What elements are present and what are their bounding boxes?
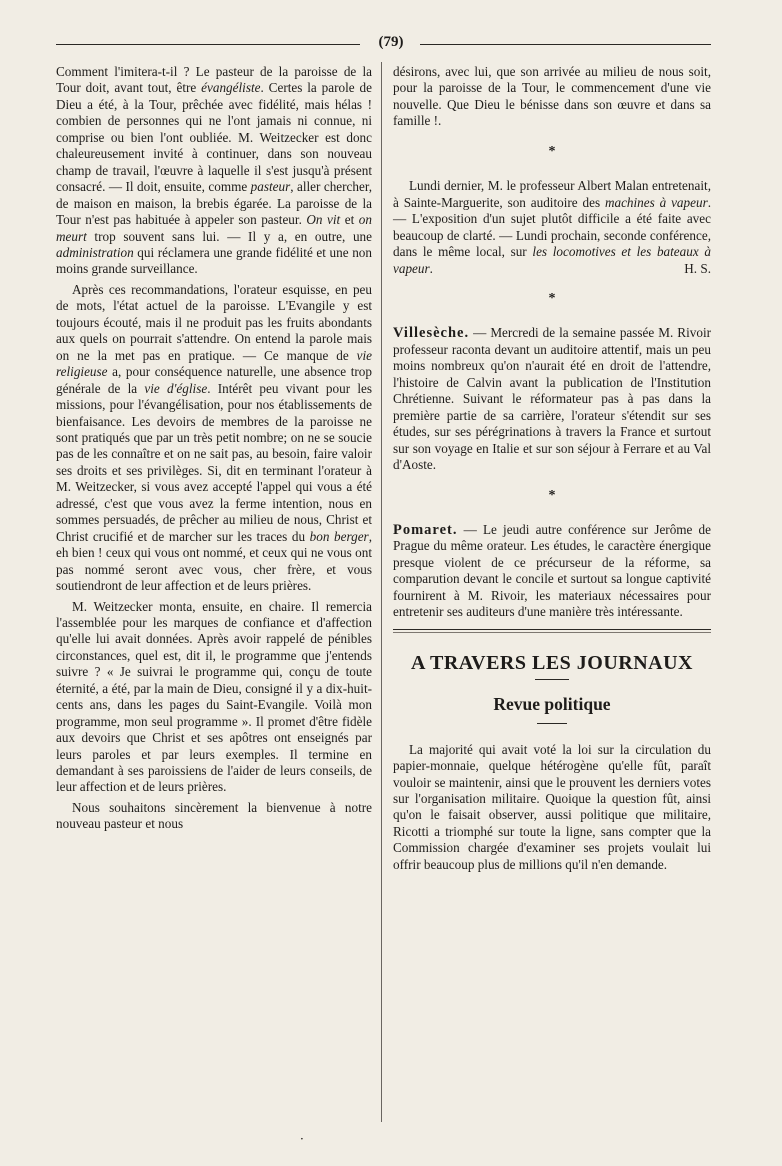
column-divider bbox=[381, 62, 382, 1122]
header-rule-right bbox=[420, 44, 711, 45]
paragraph-malan-lecture: Lundi dernier, M. le professeur Albert Malan entretenait, à Sainte-Marguerite, son auditoire des machines à vapeur. — L'exposition d'un sujet plutôt difficile a été faite avec beaucoup de clarté. — Lundi prochain, seconde conférence, dans le même local, sur les locomotives et les bateaux à vapeur. H. S. bbox=[393, 178, 711, 276]
footer-mark: · bbox=[300, 1132, 304, 1146]
section-rule bbox=[393, 629, 711, 630]
subtitle-rule bbox=[537, 723, 567, 724]
page-number: (79) bbox=[378, 34, 404, 50]
paragraph-pomaret: Pomaret. — Le jeudi autre conférence sur Jerôme de Prague du même orateur. Les études, le caractère énergique presque violent de ce précurseur de la réforme, sa comparution devant le concile et surtout sa longue captivité fournirent à M. Rivoir, les materiaux nécessaires pour entretenir ses auditeurs d'une manière très intéressante. bbox=[393, 521, 711, 620]
paragraph-blessing: désirons, avec lui, que son arrivée au milieu de nous soit, pour la paroisse de la Tour, le commencement d'une vie nouvelle. Que Dieu le bénisse dans son œuvre et dans sa famille !. bbox=[393, 64, 711, 129]
signature: H. S. bbox=[684, 260, 711, 276]
paragraph-pastor-duties: Comment l'imitera-t-il ? Le pasteur de la paroisse de la Tour doit, avant tout, être évangéliste. Certes la parole de Dieu a été, à la Tour, prêchée avec fidélité, mais hélas ! combien de personnes qui ne l'ont jamais ni connue, ni comprise ou bien l'ont oubliée. M. Weitzecker est donc chaleureusement invité à continuer, dans son nouveau champ de travail, l'œuvre à laquelle il s'est jusqu'à présent consacré. — Il doit, ensuite, comme pasteur, aller chercher, de maison en maison, la brebis égarée. La paroisse de la Tour n'est pas habituée à appeler son pasteur. On vit et on meurt trop souvent sans lui. — Il y a, en outre, une administration qui réclamera une grande fidélité et une non moins grande surveillance. bbox=[56, 64, 372, 277]
paragraph-political-review: La majorité qui avait voté la loi sur la circulation du papier-monnaie, quelque hétérogène qu'elle fût, paraît vouloir se maintenir, ainsi que le prouvent les derniers votes sur l'organisation militaire. Quoique la question fût, ainsi qu'on le faisait observer, aussi politique que militaire, Ricotti a triomphé sur toute la ligne, sans compter que la Commission chargée d'examiner ses projets voulait lui offrir beaucoup plus de millions qu'il n'en demande. bbox=[393, 741, 711, 872]
separator-star: * bbox=[548, 290, 556, 306]
separator-star: * bbox=[548, 487, 556, 503]
section-rule-thin bbox=[393, 632, 711, 633]
paragraph-welcome: Nous souhaitons sincèrement la bienvenue à notre nouveau pasteur et nous bbox=[56, 799, 372, 832]
left-column bbox=[56, 64, 372, 837]
place-name: Villesèche. bbox=[393, 325, 470, 342]
section-title: A TRAVERS LES JOURNAUX bbox=[411, 651, 693, 674]
place-name: Pomaret. bbox=[393, 521, 458, 538]
title-rule bbox=[535, 679, 569, 680]
paragraph-villeseche: Villesèche. — Mercredi de la semaine passée M. Rivoir professeur raconta devant un auditoire attentif, mais un peu moins nombreux qu'on n'aurait été en droit de l'attendre, l'histoire de Calvin avant la publication de l'Institution Chrétienne. Suivant le réformateur pas à pas dans la première partie de sa carrière, l'orateur s'étendit sur ses études, sur ses pérégrinations à travers la France et surtout sur son voyage en Italie et sur son séjour à Ferrare et au Val d'Aoste. bbox=[393, 325, 711, 473]
paragraph-weitzecker-sermon: M. Weitzecker monta, ensuite, en chaire. Il remercia l'assemblée pour les marques de confiance et d'affection qu'elle lui avait données. Après avoir rappelé de pénibles circonstances, quel est, dit il, le programme que j'entends suivre ? « Je suivrai le programme qui, conçu de toute éternité, a été, par la main de Dieu, consigné il y a dix-huit-cents ans, dans les pages du Saint-Evangile. Voilà mon programme, mon seul programme ». Il promet d'être fidèle aux devoirs que Christ et ses apôtres ont enseignés par leurs paroles et par leurs exemples. Il termine en demandant à ses paroissiens de l'aider de leurs conseils, de leur affection et de leurs prières. bbox=[56, 598, 372, 795]
paragraph-parish-state: Après ces recommandations, l'orateur esquisse, en peu de mots, l'état actuel de la paroisse. L'Evangile y est toujours écouté, mais il ne produit pas les fruits abondants aux quels on pourrait s'attendre. On entend la parole mais on ne la met pas en pratique. — Ce manque de vie religieuse a, pour conséquence naturelle, une absence trop générale de la vie d'église. Intérêt peu vivant pour les missions, pour l'évangélisation, pour nos établissements de bienfaisance. Les devoirs de membres de la paroisse ne sont pratiqués que par un très petit nombre; on ne se soucie pas de les connaître et on ne sait pas, au besoin, faire valoir ses droits et ses privilèges. Si, dit en terminant l'orateur à M. Weitzecker, si vous avez accepté l'appel qui vous a été adressé, c'est que vous avez la ferme intention, nous en sommes persuadés, de prêcher au milieu de nous, Christ et Christ crucifié et de marcher sur les traces du bon berger, eh bien ! ceux qui vous ont nommé, et ceux qui ne vous ont pas nommé seront avec vous, cher frère, et vous soutiendront de leur affection et de leurs prières. bbox=[56, 281, 373, 594]
separator-star: * bbox=[548, 143, 556, 159]
section-subtitle: Revue politique bbox=[493, 694, 611, 715]
right-column bbox=[393, 64, 711, 877]
